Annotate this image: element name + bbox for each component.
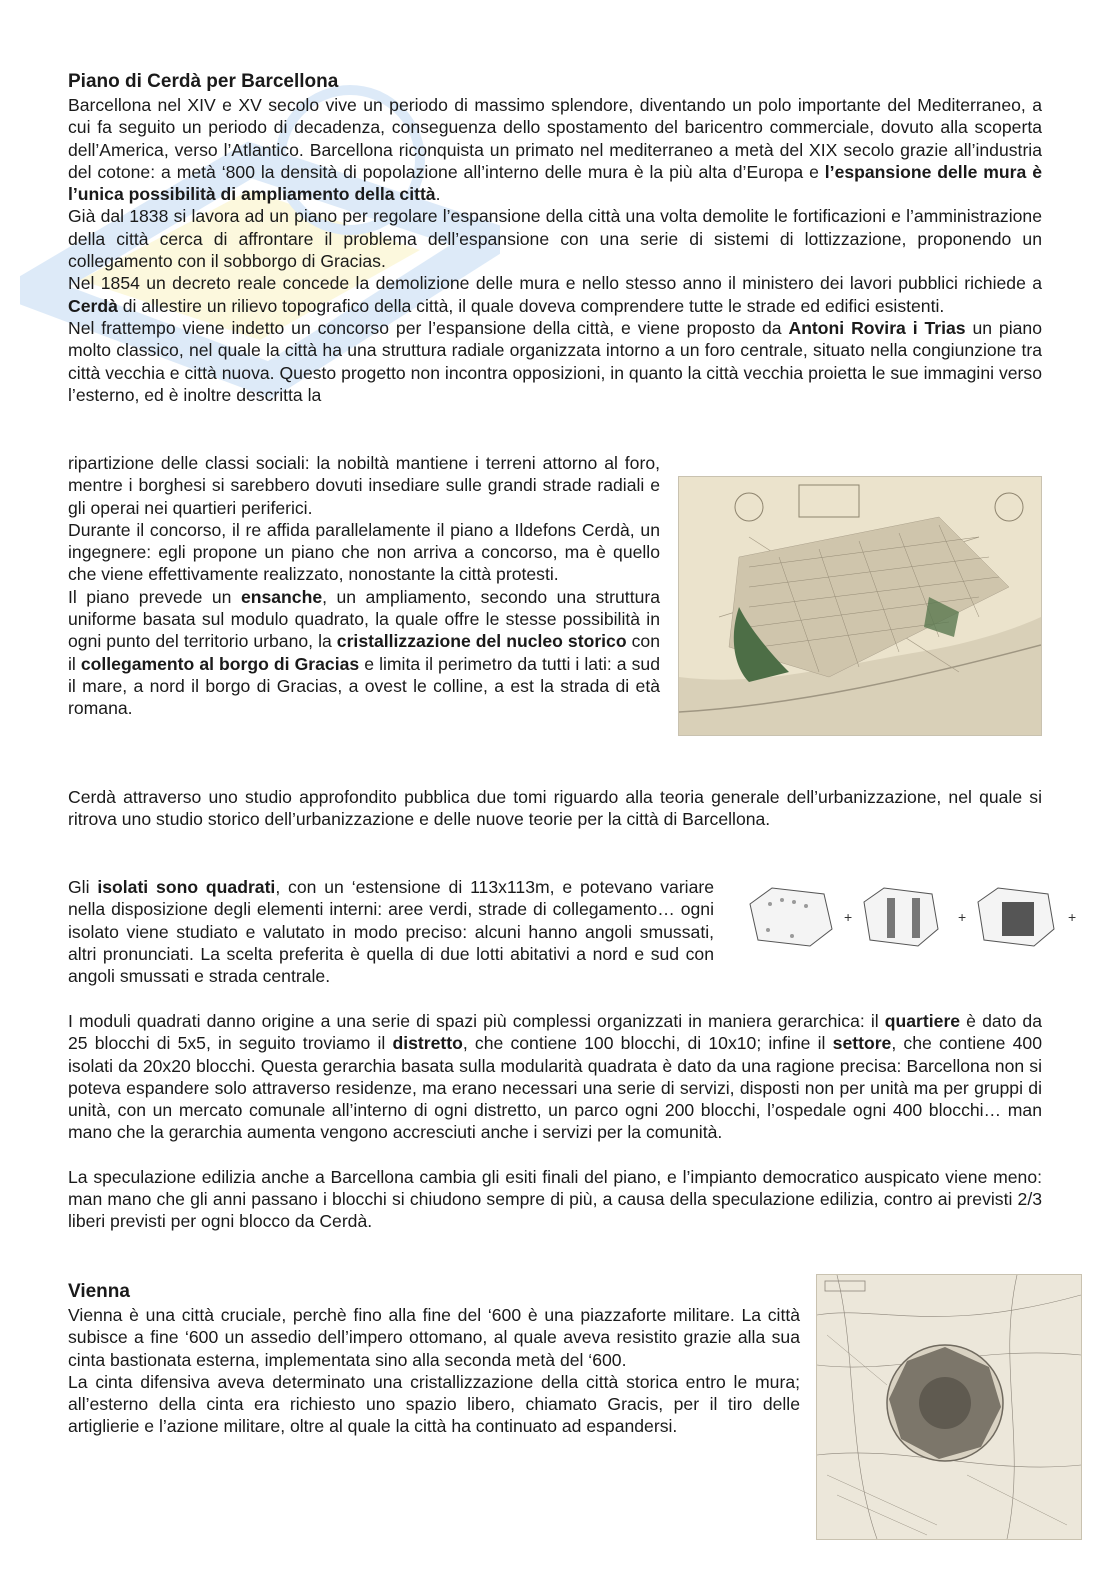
paragraph: [68, 876, 714, 987]
bold-text: collegamento al borgo di Gracias: [80, 653, 360, 674]
plus-sign: +: [1068, 909, 1077, 925]
text-run: un piano molto classico, nel quale la città ha una struttura radiale organizzata intorno a un foro centrale, situato nella congiunzione tra città vecchia e città nuova. Questo progetto non incontra opposizioni, in quanto la città vecchia proietta le sue immagini verso l’esterno, ed è inoltre descritta la: [68, 317, 1042, 405]
text-run: I moduli quadrati danno origine a una serie di spazi più complessi organizzati in maniera gerarchica: il: [68, 1011, 885, 1031]
hierarchy-block: [68, 1010, 1042, 1233]
paragraph: [68, 1304, 800, 1371]
bold-text: settore: [832, 1033, 892, 1054]
text-run: ripartizione delle classi sociali: la nobiltà mantiene i terreni attorno al foro, mentre i borghesi si sarebbero dovuti insediare sulle grandi strade radiali e gli operai nei quartieri periferici.: [68, 453, 660, 518]
text-run: di allestire un rilievo topografico della città, il quale doveva comprendere tutte le strade ed edifici esistenti.: [117, 295, 945, 316]
section-title: Vienna: [68, 1281, 130, 1302]
text-run: .: [435, 184, 441, 205]
text-run: Il piano prevede un: [68, 586, 241, 607]
text-run: Barcellona nel XIV e XV secolo vive un periodo di massimo splendore, diventando un polo importante del Mediterraneo, a cui fa seguito un periodo di decadenza, conseguenza dello spostamento del baricentro commerciale, dovuto alla scoperta dell’America, verso l’Atlantico. Barcellona riconquista un primato nel mediterraneo a metà del XIX secolo grazie all’industria del cotone: a metà ‘800 la densità di popolazione all’interno delle mura è la più alta d’Europa e: [68, 95, 1042, 182]
text-run: Nel frattempo viene indetto un concorso per l’espansione della città, e viene proposto da: [68, 317, 789, 338]
paragraph: [68, 786, 1042, 831]
paragraph-block: [68, 786, 1042, 831]
barcelona-map-image: [678, 476, 1042, 736]
bold-text: cristallizzazione del nucleo storico: [336, 631, 627, 652]
text-run: , con un ‘estensione di 113x113m, e potevano variare nella disposizione degli elementi interni: aree verdi, strade di collegamento… ogni isolato viene studiato e valutato in modo preciso: alcuni hanno angoli smussati, altri pronunciati. La scelta preferita è quella di due lotti abitativi a nord e sud con angoli smussati e strada centrale.: [68, 877, 715, 987]
paragraph: [68, 452, 660, 519]
bold-text: isolati sono quadrati: [97, 877, 276, 897]
plus-sign: +: [844, 909, 853, 925]
text-run: Già dal 1838 si lavora ad un piano per regolare l’espansione della città una volta demolite le fortificazioni e l’amministrazione della città cerca di affrontare il problema dell’espansione con una serie di sistemi di lottizzazione, proponendo un collegamento con il sobborgo di Gracias.: [68, 206, 1042, 272]
text-run: e limita il perimetro da tutti i lati: a sud il mare, a nord il borgo di Gracias, a ovest le colline, a est la strada di età romana.: [68, 653, 660, 719]
paragraph: [68, 272, 1042, 317]
paragraph: [68, 1166, 1042, 1233]
text-run: Durante il concorso, il re affida parallelamente il piano a Ildefons Cerdà, un ingegnere: egli propone un piano che non arriva a concorso, ma è quello che viene effettivamente realizzato, nonostante la città protesti.: [68, 519, 660, 585]
text-run: La speculazione edilizia anche a Barcellona cambia gli esiti finali del piano, e l’impianto democratico auspicato viene meno: man mano che gli anni passano i blocchi si chiudono sempre di più, a causa della speculazione edilizia, contro ai previsti 2/3 liberi previsti per ogni blocco da Cerdà.: [68, 1166, 1042, 1232]
vienna-map-image: [816, 1274, 1082, 1540]
text-run: La cinta difensiva aveva determinato una cristallizzazione della città storica entro le mura; all’esterno della cinta era richiesto uno spazio libero, chiamato Gracis, per il tiro delle artiglierie e l’azione militare, oltre al quale la città ha continuato ad espandersi.: [68, 1371, 800, 1437]
text-run: Vienna è una città cruciale, perchè fino alla fine del ‘600 è una piazzaforte militare. La città subisce a fine ‘600 un assedio dell’impero ottomano, al quale aveva resistito grazie alla sua cinta bastionata esterna, implementata sino alla seconda metà del ‘600.: [68, 1305, 800, 1370]
intro-block: [68, 70, 1042, 406]
paragraph: [68, 1010, 1042, 1144]
vienna-block: [68, 1280, 800, 1438]
text-run: Nel 1854 un decreto reale concede la demolizione delle mura e nello stesso anno il ministero dei lavori pubblici richiede a: [68, 273, 1042, 294]
paragraph: [68, 94, 1042, 205]
bold-text: Antoni Rovira i Trias: [788, 317, 966, 338]
bold-text: l’espansione delle mura è l’unica possibilità di ampliamento della città: [68, 161, 1042, 205]
narrow-column-block: [68, 452, 660, 720]
blocks-block: [68, 876, 714, 987]
text-run: Gli: [68, 877, 98, 897]
text-run: , che contiene 400 isolati da 20x20 blocchi. Questa gerarchia basata sulla modularità quadrata è dato da una ragione precisa: Barcellona non si poteva espandere solo attraverso residenze, ma erano necessari una serie di servizi, disposti non per unità ma per gruppi di unità, con un mercato comunale all’interno di ogni distretto, un parco ogni 200 blocchi, l’ospedale ogni 400 blocchi… man mano che la gerarchia aumenta vengono accresciuti anche i servizi per la comunità.: [68, 1033, 1043, 1143]
text-run: , che contiene 100 blocchi, di 10x10; infine il: [462, 1033, 833, 1054]
paragraph: [68, 519, 660, 586]
plus-sign: +: [958, 909, 967, 925]
text-run: è dato da 25 blocchi di 5x5, in seguito troviamo il: [68, 1011, 1042, 1054]
bold-text: ensanche: [240, 586, 323, 607]
paragraph: [68, 317, 1042, 406]
bold-text: quartiere: [884, 1011, 961, 1031]
paragraph: [68, 1371, 800, 1438]
bold-text: Cerdà: [68, 295, 118, 316]
paragraph: [68, 586, 660, 720]
block-diagram-image: [732, 874, 1078, 970]
section-title: Piano di Cerdà per Barcellona: [68, 71, 339, 92]
paragraph: [68, 205, 1042, 272]
text-run: , un ampliamento, secondo una struttura uniforme basata sul modulo quadrato, la quale offre le stesse possibilità in ogni punto del territorio urbano, la: [68, 586, 661, 652]
text-run: con il: [68, 631, 660, 674]
bold-text: distretto: [392, 1033, 463, 1054]
text-run: Cerdà attraverso uno studio approfondito pubblica due tomi riguardo alla teoria generale dell’urbanizzazione, nel quale si ritrova uno studio storico dell’urbanizzazione e delle nuove teorie per la città di Barcellona.: [68, 787, 1042, 830]
